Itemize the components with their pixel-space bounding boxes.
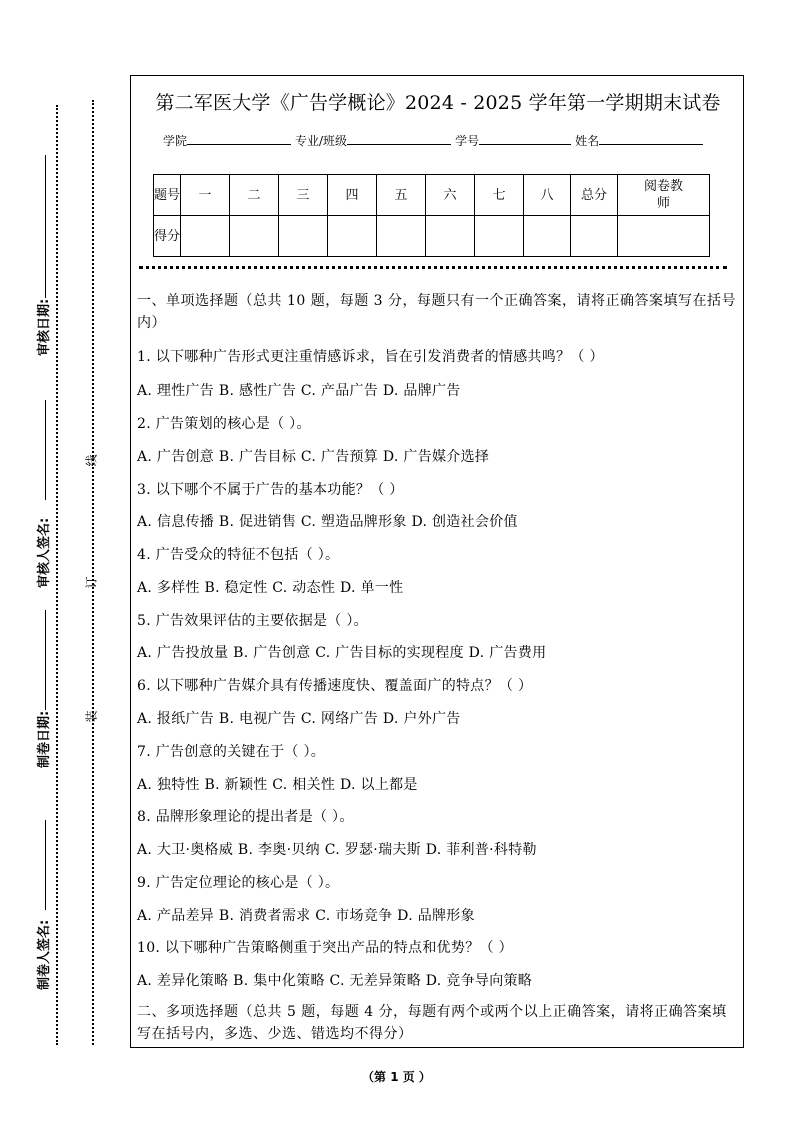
score-cell[interactable] [328,216,377,257]
dotted-separator [139,266,727,269]
question-7: 7. 广告创意的关键在于（ ）。 [137,744,326,760]
binding-mark-ding: 订 [84,576,99,589]
score-table-row1-header: 题号 [154,175,181,216]
score-col: 七 [475,175,524,216]
binding-mark-zhuang: 装 [84,710,99,723]
score-cell-total[interactable] [571,216,618,257]
question-9-options: A. 产品差异 B. 消费者需求 C. 市场竞争 D. 品牌形象 [137,908,475,924]
reviewer-signature-line [45,400,46,500]
reviewer-signature-label: 审核人签名: [37,517,52,588]
score-table [153,174,710,257]
major-field[interactable] [347,132,451,145]
student-id-field[interactable] [479,132,571,145]
score-table-row-scores [154,216,710,257]
question-5-options: A. 广告投放量 B. 广告创意 C. 广告目标的实现程度 D. 广告费用 [137,645,547,661]
question-8: 8. 品牌形象理论的提出者是（ ）。 [137,809,354,825]
score-cell[interactable] [279,216,328,257]
question-3: 3. 以下哪个不属于广告的基本功能？（ ） [137,482,404,498]
score-cell[interactable] [524,216,571,257]
question-9: 9. 广告定位理论的核心是（ ）。 [137,875,340,891]
maker-signature-line [45,820,46,910]
question-10: 10. 以下哪种广告策略侧重于突出产品的特点和优势？（ ） [137,940,513,956]
question-1: 1. 以下哪种广告形式更注重情感诉求，旨在引发消费者的情感共鸣？（ ） [137,349,604,365]
question-6-options: A. 报纸广告 B. 电视广告 C. 网络广告 D. 户外广告 [137,711,461,727]
student-info-row [163,132,707,149]
score-table-row-header [154,175,710,216]
review-date-line [45,155,46,298]
question-8-options: A. 大卫·奥格威 B. 李奥·贝纳 C. 罗瑟·瑞夫斯 D. 菲利普·科特勒 [137,842,537,858]
score-col: 二 [230,175,279,216]
binding-margin [0,0,128,1122]
question-7-options: A. 独特性 B. 新颖性 C. 相关性 D. 以上都是 [137,777,418,793]
score-col: 一 [181,175,230,216]
score-cell[interactable] [426,216,475,257]
score-col-total: 总分 [571,175,618,216]
maker-signature-label: 制卷人签名: [37,919,52,990]
score-col: 六 [426,175,475,216]
name-field[interactable] [599,132,703,145]
binding-dotted-line-inner [92,100,94,1045]
question-4-options: A. 多样性 B. 稳定性 C. 动态性 D. 单一性 [137,580,404,596]
name-label: 姓名 [575,134,600,148]
score-cell[interactable] [230,216,279,257]
score-table-row2-header: 得分 [154,216,181,257]
question-1-options: A. 理性广告 B. 感性广告 C. 产品广告 D. 品牌广告 [137,383,461,399]
college-label: 学院 [163,134,188,148]
making-date-label: 制卷日期: [37,710,52,768]
score-col: 四 [328,175,377,216]
question-4: 4. 广告受众的特征不包括（ ）。 [137,547,340,563]
score-col: 八 [524,175,571,216]
question-2: 2. 广告策划的核心是（ ）。 [137,416,311,432]
review-date-label: 审核日期: [37,298,52,356]
section1-heading: 一、单项选择题（总共 10 题，每题 3 分，每题只有一个正确答案，请将正确答案填写在括号内） [137,293,737,331]
major-label: 专业/班级 [295,134,348,148]
question-2-options: A. 广告创意 B. 广告目标 C. 广告预算 D. 广告媒介选择 [137,449,490,465]
question-10-options: A. 差异化策略 B. 集中化策略 C. 无差异策略 D. 竞争导向策略 [137,973,533,989]
score-cell[interactable] [377,216,426,257]
college-field[interactable] [187,132,291,145]
exam-title: 第二军医大学《广告学概论》2024 - 2025 学年第一学期期末试卷 [155,92,721,114]
score-cell[interactable] [181,216,230,257]
exam-frame [130,75,744,1048]
score-cell-grader[interactable] [618,216,710,257]
student-id-label: 学号 [455,134,480,148]
page-number: （第 1 页 ） [362,1070,431,1084]
binding-dotted-line-outer [56,105,58,1045]
making-date-line [45,610,46,710]
score-col: 五 [377,175,426,216]
score-cell[interactable] [475,216,524,257]
binding-mark-xian: 线 [84,454,99,467]
section2-heading: 二、多项选择题（总共 5 题，每题 4 分，每题有两个或两个以上正确答案，请将正确答案填写在括号内，多选、少选、错选均不得分） [137,1004,727,1042]
question-6: 6. 以下哪种广告媒介具有传播速度快、覆盖面广的特点？（ ） [137,678,533,694]
question-5: 5. 广告效果评估的主要依据是（ ）。 [137,613,368,629]
score-col-grader: 阅卷教师 [618,175,710,216]
question-3-options: A. 信息传播 B. 促进销售 C. 塑造品牌形象 D. 创造社会价值 [137,514,518,530]
score-col: 三 [279,175,328,216]
